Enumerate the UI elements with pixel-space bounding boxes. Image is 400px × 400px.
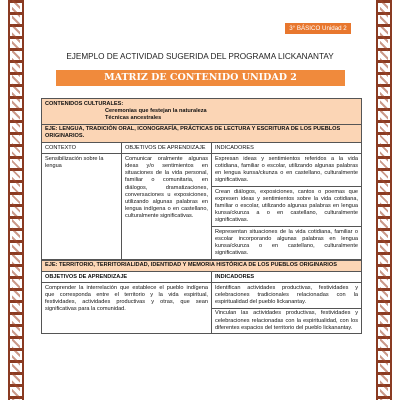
axis-2-indicator-2: Vinculan las actividades productivas, festividades y celebraciones relacionadas con la espiritualidad, con los diferentes espacios del territorio del pueblo lickanantay. [212, 308, 362, 334]
axis-2-indicators-header: INDICADORES [212, 272, 362, 283]
grade-badge: 3° BÁSICO Unidad 2 [285, 23, 351, 34]
decorative-right-border [376, 0, 392, 400]
matrix-banner: MATRIZ DE CONTENIDO UNIDAD 2 [56, 70, 345, 86]
decorative-left-border [8, 0, 24, 400]
cultural-item-2: Técnicas ancestrales [105, 114, 162, 121]
axis-2-objectives-header: OBJETIVOS DE APRENDIZAJE [42, 272, 212, 283]
axis-1-title: EJE: LENGUA, TRADICIÓN ORAL, ICONOGRAFÍA, PRÁCTICAS DE LECTURA Y ESCRITURA DE LOS PUEBLOS ORIGINARIOS. [42, 124, 362, 142]
context-cell: Sensibilización sobre la lengua [42, 154, 122, 260]
program-title: EJEMPLO DE ACTIVIDAD SUGERIDA DEL PROGRAMA LICKANANTAY [66, 52, 334, 61]
cultural-heading: CONTENIDOS CULTURALES: [45, 100, 124, 107]
indicator-3: Representan situaciones de la vida cotidiana, familiar o escolar incorporando algunas palabras en lengua kunsa/ckunza o en castellano, culturalmente significativas. [212, 227, 362, 260]
cultural-contents-cell [42, 99, 362, 125]
cultural-item-1: Ceremonias que festejan la naturaleza [105, 107, 207, 114]
objectives-header: OBJETIVOS DE APRENDIZAJE [122, 143, 212, 154]
objective-cell: Comunicar oralmente algunas ideas y/o sentimientos en situaciones de la vida personal, familiar o comunitaria, en diálogos, dramatizaciones, conversaciones u exposiciones, utilizando algunas palabras en lengua indígena o en castellano, culturalmente significativas. [122, 154, 212, 260]
content-table [41, 98, 362, 260]
indicator-2: Crean diálogos, exposiciones, cantos o poemas que expresen ideas y sentimientos sobre la vida cotidiana, familiar o escolar, utilizando algunas palabras en lengua kunsa/ckunza a o en castellano, culturalmente significativas. [212, 187, 362, 227]
indicators-header: INDICADORES [212, 143, 362, 154]
axis-2-objective-cell: Comprender la interrelación que establece el pueblo indígena que corresponda entre el territorio y la vida espiritual, festividades, actividades productivas y otras, que sean significativas para la comunidad. [42, 283, 212, 334]
context-header: CONTEXTO [42, 143, 122, 154]
axis-2-indicator-1: Identifican actividades productivas, festividades y celebraciones tradicionales relacionadas con la espiritualidad del pueblo lickanantay. [212, 283, 362, 309]
content-matrix [41, 98, 361, 334]
axis-2-table [41, 260, 362, 335]
axis-2-title: EJE: TERRITORIO, TERRITORIALIDAD, IDENTIDAD Y MEMORIA HISTÓRICA DE LOS PUEBLOS ORIGINARIOS [42, 260, 362, 271]
indicator-1: Expresan ideas y sentimientos referidos a la vida cotidiana, familiar o escolar, utilizando algunas palabras en lengua kunsa/ckunza o en castellano, culturalmente significativas. [212, 154, 362, 187]
